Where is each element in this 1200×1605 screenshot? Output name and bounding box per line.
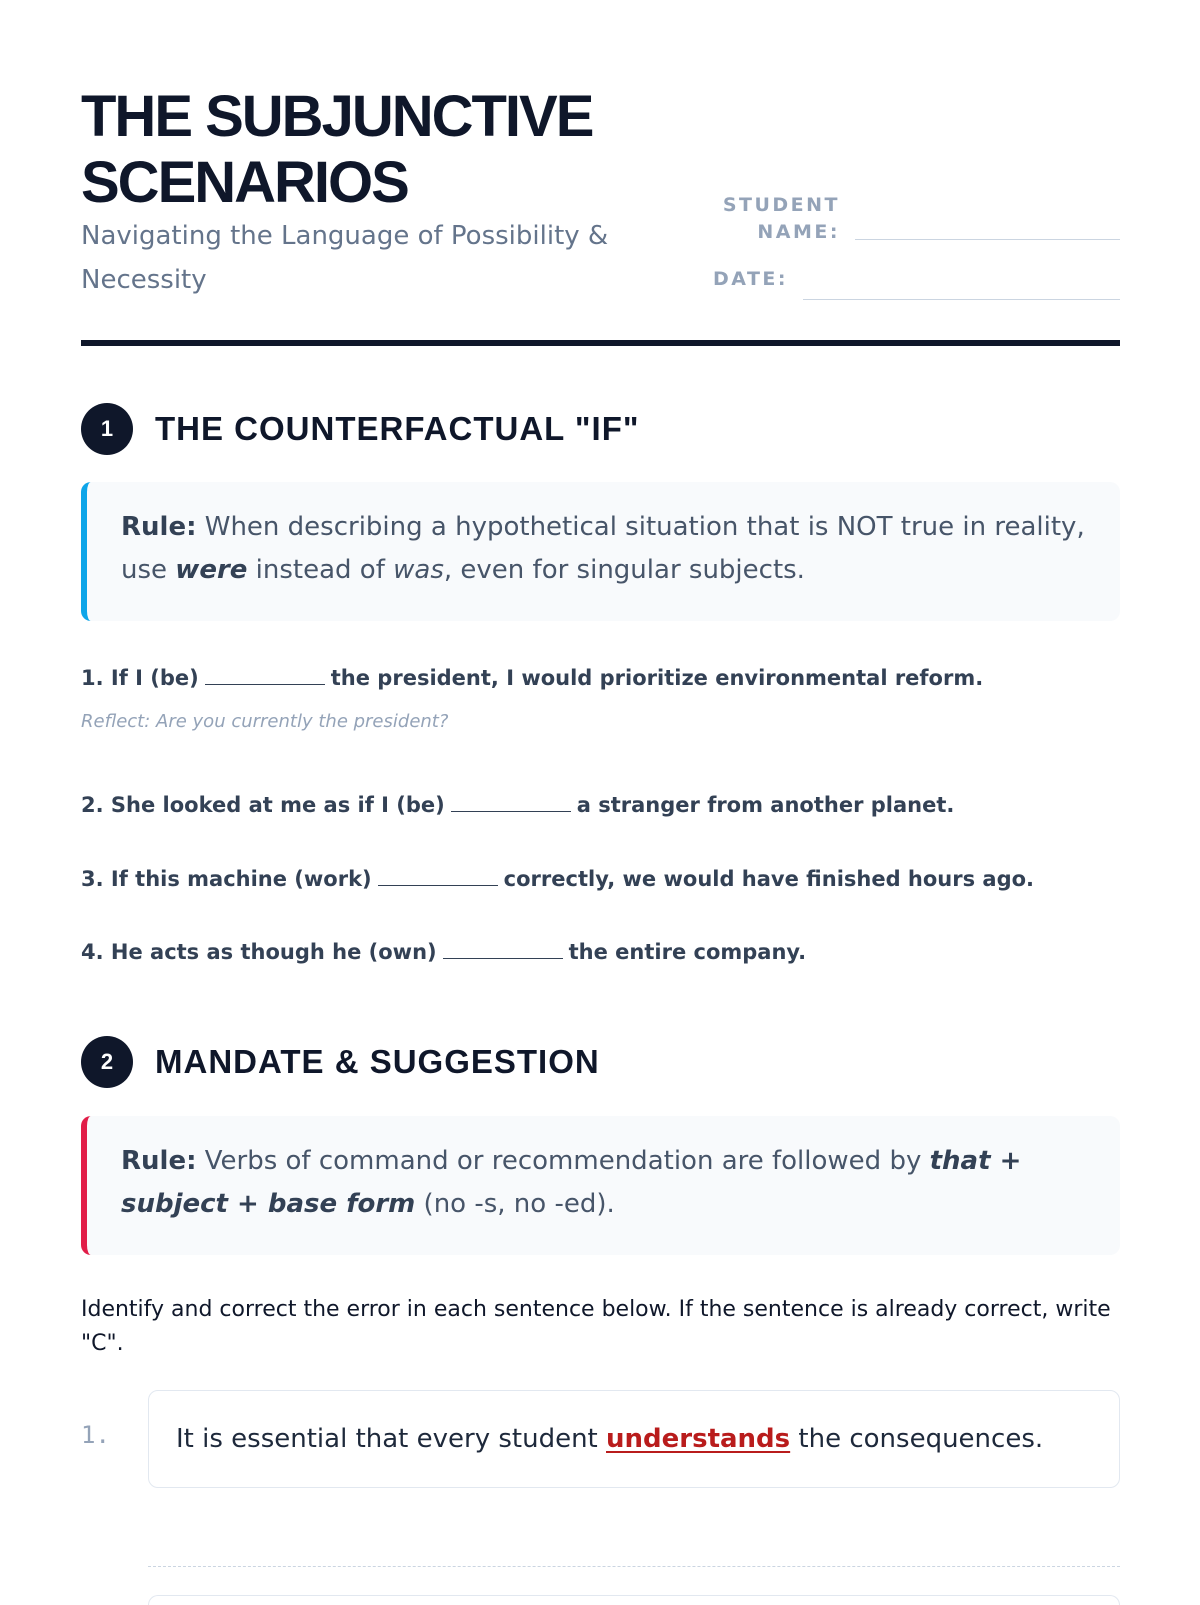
student-name-label: STUDENT NAME: (722, 194, 840, 243)
date-label: DATE: (712, 268, 788, 290)
date-field[interactable] (803, 299, 1120, 300)
answer-blank[interactable] (378, 867, 498, 886)
item-1-answer-line[interactable] (148, 1566, 1120, 1567)
section-1-title: THE COUNTERFACTUAL "IF" (155, 410, 640, 447)
question-3: 3. If this machine (work) correctly, we would have finished hours ago. (81, 867, 1035, 891)
header-divider (81, 340, 1120, 346)
rule-label: Rule: (121, 1146, 197, 1176)
next-sentence-card (148, 1595, 1120, 1605)
item-1-number: 1. (81, 1421, 110, 1449)
section-2-rule-box: Rule: Verbs of command or recommendation are followed by that + subject + base form (no -s, no -ed). (81, 1116, 1120, 1255)
answer-blank[interactable] (205, 666, 325, 685)
emphasis-were: were (175, 555, 248, 585)
section-1-number-badge: 1 (81, 403, 133, 455)
emphasis-was: was (393, 555, 444, 585)
question-1-reflect-hint: Reflect: Are you currently the president? (81, 711, 449, 732)
student-name-field[interactable] (855, 239, 1120, 240)
answer-blank[interactable] (443, 940, 563, 959)
title-line-2: SCENARIOS (81, 150, 408, 215)
item-1-sentence-card: It is essential that every student understands the consequences. (148, 1390, 1120, 1488)
section-1-rule-box: Rule: When describing a hypothetical situation that is NOT true in reality, use were instead of was, even for singular subjects. (81, 482, 1120, 621)
section-2-title: MANDATE & SUGGESTION (155, 1043, 600, 1080)
answer-blank[interactable] (451, 793, 571, 812)
question-4: 4. He acts as though he (own) the entire company. (81, 940, 807, 964)
error-word: understands (606, 1424, 791, 1454)
worksheet-title (81, 84, 721, 216)
question-2: 2. She looked at me as if I (be) a stranger from another planet. (81, 793, 955, 817)
emphasis-formula: that + subject + base form (121, 1146, 1022, 1219)
worksheet-subtitle: Navigating the Language of Possibility & Necessity (81, 221, 609, 295)
rule-label: Rule: (121, 512, 197, 542)
section-2-number-badge: 2 (81, 1036, 133, 1088)
question-1: 1. If I (be) the president, I would prioritize environmental reform. (81, 666, 984, 690)
title-line-1: THE SUBJUNCTIVE (81, 84, 593, 149)
section-2-instruction: Identify and correct the error in each sentence below. If the sentence is already correct, write "C". (81, 1297, 1111, 1356)
